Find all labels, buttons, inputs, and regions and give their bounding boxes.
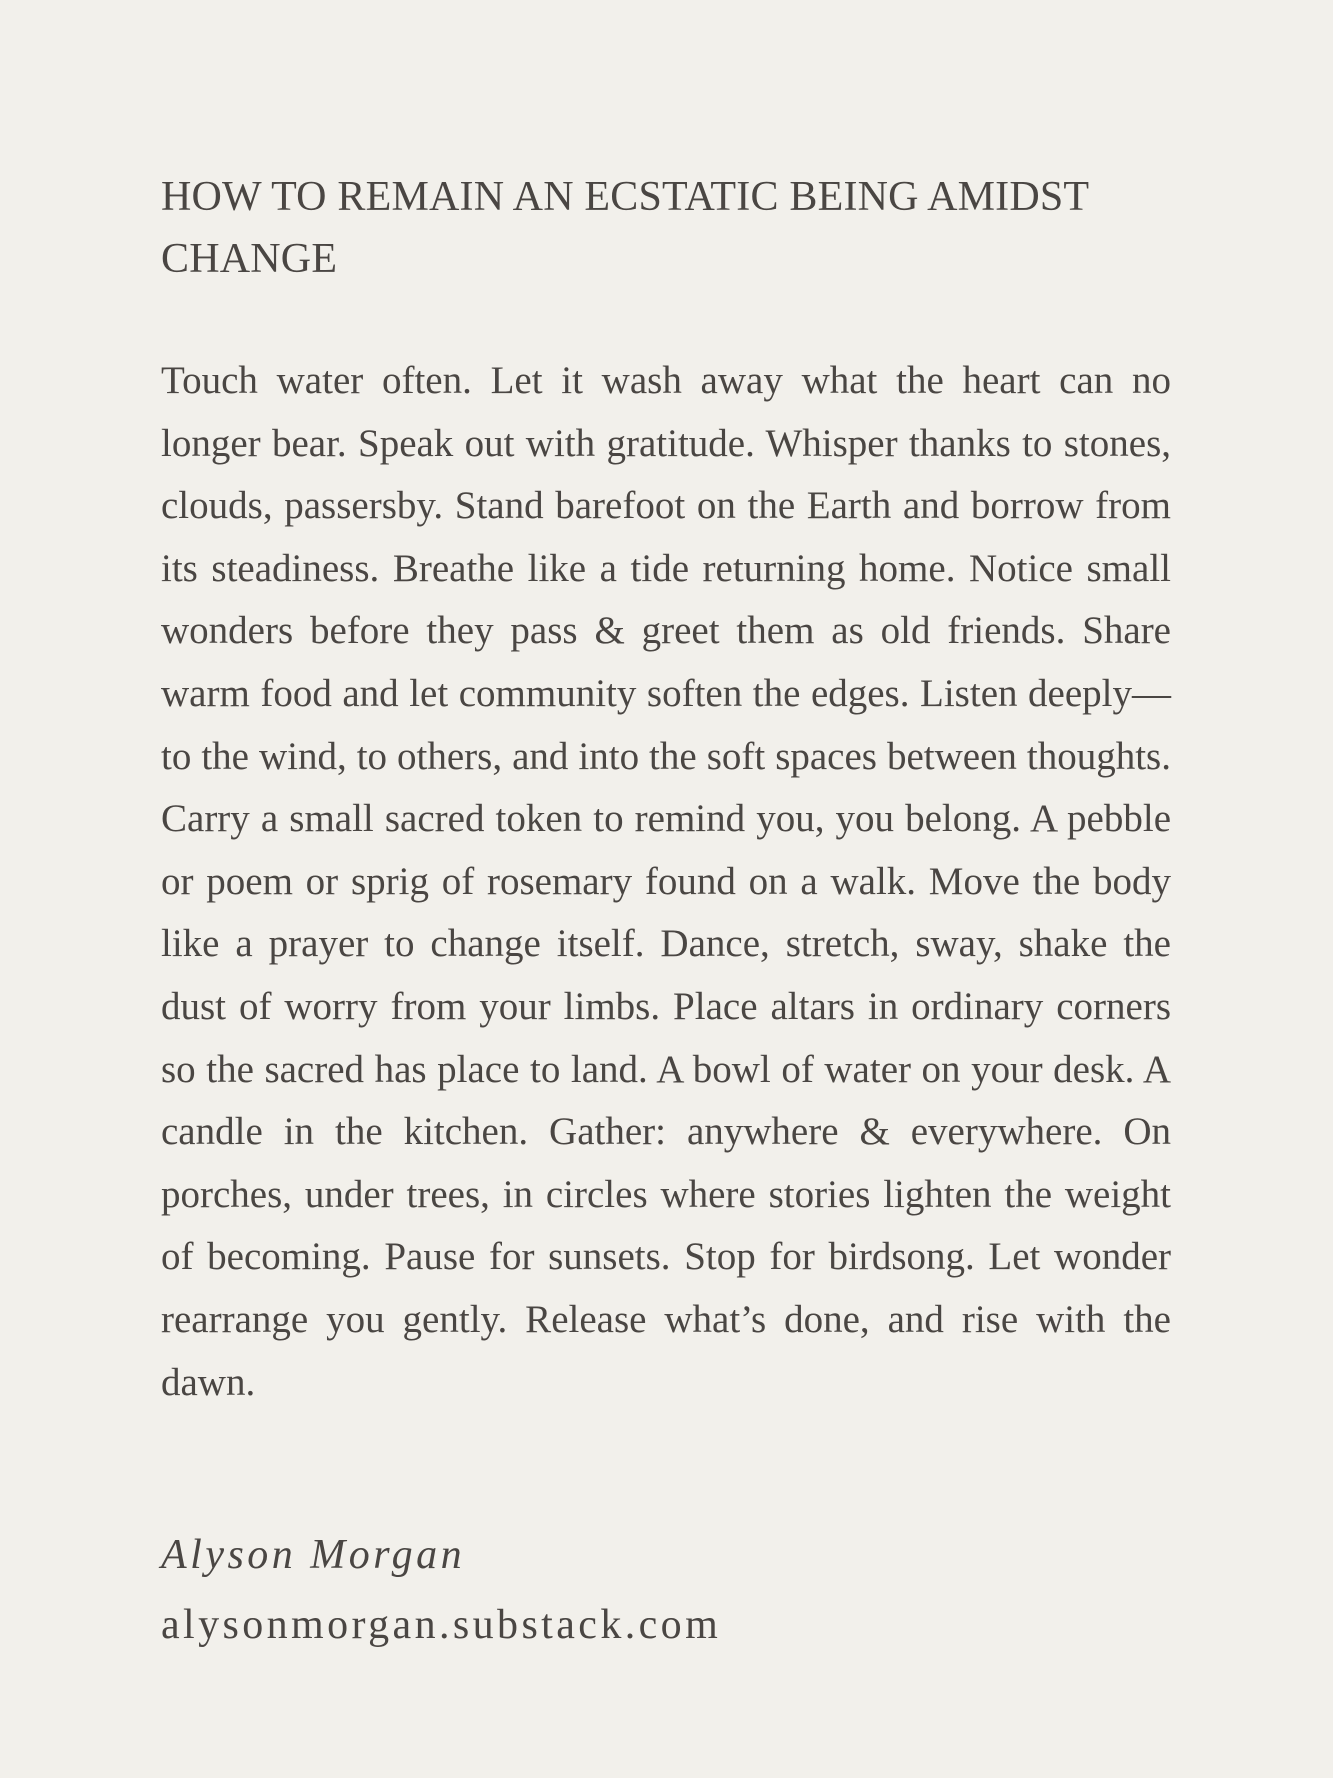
poem-title: HOW TO REMAIN AN ECSTATIC BEING AMIDST CHANGE — [161, 174, 1089, 282]
poem-page — [161, 0, 1171, 1778]
poem-body: Touch water often. Let it wash away what the heart can no longer bear. Speak out with gratitude. Whisper thanks to stones, clouds, passersby. Stand barefoot on the Earth and borrow from its steadiness. Breathe like a tide returning home. Notice small wonders before they pass & greet them as old friends. Share warm food and let community soften the edges. Listen deeply—to the wind, to others, and into the soft spaces between thoughts. Carry a small sacred token to remind you, you belong. A pebble or poem or sprig of rosemary found on a walk. Move the body like a prayer to change itself. Dance, stretch, sway, shake the dust of worry from your limbs. Place altars in ordinary corners so the sacred has place to land. A bowl of water on your desk. A candle in the kitchen. Gather: anywhere & everywhere. On porches, under trees, in circles where stories lighten the weight of becoming. Pause for sunsets. Stop for birdsong. Let wonder rearrange you gently. Release what’s done, and rise with the dawn. — [161, 359, 1171, 1404]
author-website: alysonmorgan.substack.com — [161, 1602, 722, 1648]
author-name: Alyson Morgan — [161, 1532, 466, 1578]
